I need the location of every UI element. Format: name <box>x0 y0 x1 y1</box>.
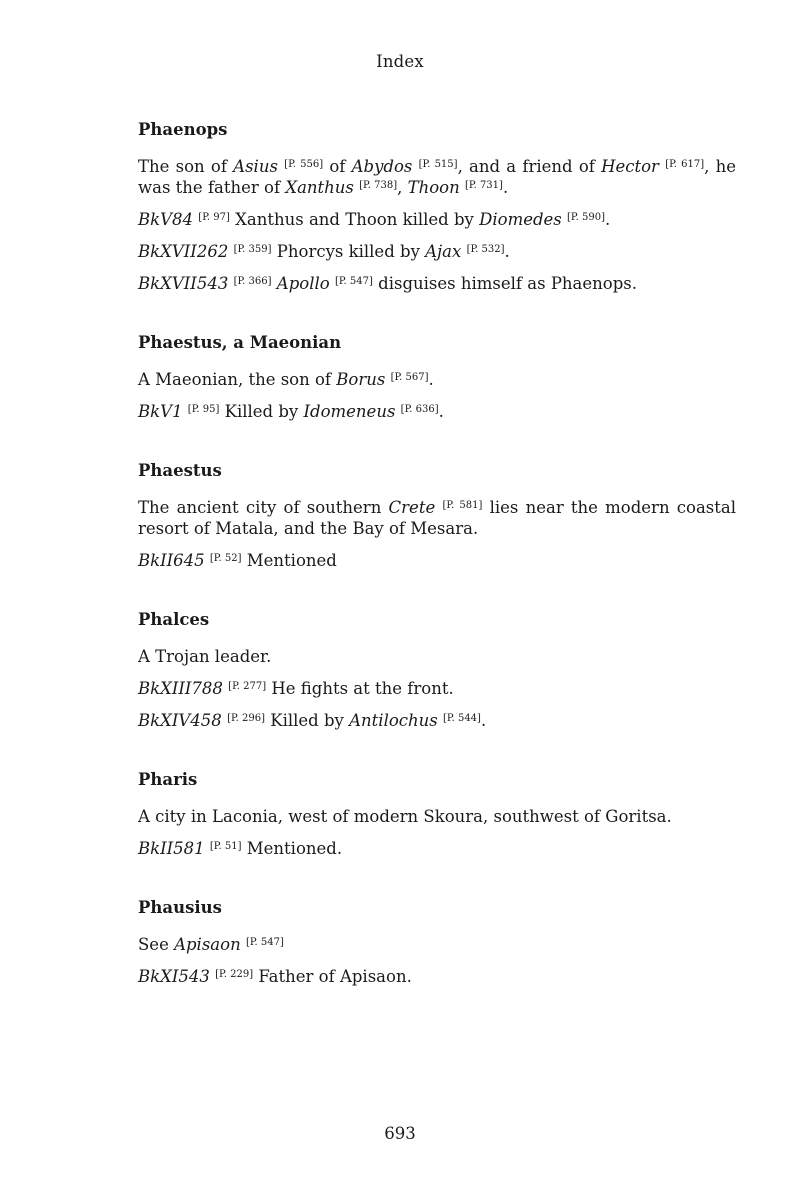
cross-reference-link[interactable]: BkII581 <box>138 839 205 858</box>
entry-title: Pharis <box>138 770 198 789</box>
page-ref-marker[interactable]: [P. 51] <box>209 841 242 852</box>
entry-reference <box>138 241 736 262</box>
text-segment: . <box>428 370 434 389</box>
entry-title: Phaestus <box>138 461 222 480</box>
text-segment: Killed by <box>265 711 350 730</box>
entry-reference <box>138 678 736 699</box>
page-ref-marker[interactable]: [P. 359] <box>233 244 272 255</box>
index-entry <box>138 118 736 294</box>
entry-reference <box>138 550 736 571</box>
cross-reference-link[interactable]: Ajax <box>425 242 462 261</box>
page-ref-marker[interactable]: [P. 95] <box>187 404 220 415</box>
page-ref-marker[interactable]: [P. 556] <box>284 159 324 170</box>
page-ref-marker[interactable]: [P. 567] <box>390 372 429 383</box>
text-segment: The son of <box>138 157 234 176</box>
text-segment: Xanthus and Thoon killed by <box>229 210 480 229</box>
text-segment: of <box>323 157 352 176</box>
cross-reference-link[interactable]: BkXIII788 <box>138 679 223 698</box>
index-entry <box>138 331 736 422</box>
cross-reference-link[interactable]: BkXI543 <box>138 967 210 986</box>
entry-reference <box>138 401 736 422</box>
page-ref-marker[interactable]: [P. 617] <box>665 159 705 170</box>
cross-reference-link[interactable]: Borus <box>336 370 386 389</box>
index-entry <box>138 459 736 571</box>
cross-reference-link[interactable]: Asius <box>233 157 278 176</box>
text-segment: Killed by <box>219 402 304 421</box>
cross-reference-link[interactable]: Hector <box>601 157 659 176</box>
cross-reference-link[interactable]: Apisaon <box>174 935 241 954</box>
cross-reference-link[interactable]: Idomeneus <box>303 402 396 421</box>
cross-reference-link[interactable]: BkXIV458 <box>138 711 222 730</box>
page-ref-marker[interactable]: [P. 544] <box>443 713 481 724</box>
entry-title: Phausius <box>138 898 222 917</box>
text-segment: A city in Laconia, west of modern Skoura, southwest of Goritsa. <box>138 807 672 826</box>
page-ref-marker[interactable]: [P. 636] <box>400 404 439 415</box>
text-segment: , and a friend of <box>457 157 602 176</box>
cross-reference-link[interactable]: BkV1 <box>138 402 183 421</box>
text-segment: Mentioned <box>241 551 337 570</box>
entry-description <box>138 934 736 955</box>
entry-description <box>138 369 736 390</box>
cross-reference-link[interactable]: Diomedes <box>479 210 562 229</box>
page-ref-marker[interactable]: [P. 366] <box>233 276 272 287</box>
index-entry <box>138 896 736 987</box>
text-segment: A Maeonian, the son of <box>138 370 337 389</box>
entry-title: Phaestus, a Maeonian <box>138 333 342 352</box>
entry-reference <box>138 273 736 294</box>
entry-description <box>138 497 736 539</box>
text-segment: . <box>480 711 487 730</box>
entry-reference <box>138 966 736 987</box>
entry-title: Phaenops <box>138 120 228 139</box>
text-segment: See <box>138 935 175 954</box>
index-entry <box>138 608 736 731</box>
cross-reference-link[interactable]: Apollo <box>276 274 330 293</box>
text-segment: The ancient city of southern <box>138 498 389 517</box>
entry-description <box>138 646 736 667</box>
cross-reference-link[interactable]: BkV84 <box>138 210 194 229</box>
cross-reference-link[interactable]: BkII645 <box>138 551 205 570</box>
page-ref-marker[interactable]: [P. 52] <box>209 553 242 564</box>
entry-reference <box>138 838 736 859</box>
page-ref-marker[interactable]: [P. 97] <box>198 212 230 223</box>
text-segment: He fights at the front. <box>266 679 454 698</box>
entry-description <box>138 806 736 827</box>
page-ref-marker[interactable]: [P. 296] <box>227 713 266 724</box>
page-ref-marker[interactable]: [P. 731] <box>464 180 503 191</box>
cross-reference-link[interactable]: BkXVII543 <box>138 274 229 293</box>
text-segment: lies near the modern coastal resort of Matala, and the Bay of Mesara. <box>138 498 737 538</box>
page-ref-marker[interactable]: [P. 581] <box>442 500 483 511</box>
text-segment: . <box>438 402 444 421</box>
page-ref-marker[interactable]: [P. 532] <box>466 244 505 255</box>
index-entry <box>138 768 736 859</box>
entry-description <box>138 156 736 198</box>
cross-reference-link[interactable]: Crete <box>388 498 436 517</box>
page-number: 693 <box>384 1124 416 1143</box>
page-ref-marker[interactable]: [P. 547] <box>334 276 373 287</box>
text-segment: Phorcys killed by <box>271 242 426 261</box>
text-segment: . <box>502 178 509 197</box>
text-segment: A Trojan leader. <box>138 647 272 666</box>
entry-reference <box>138 209 736 230</box>
page-ref-marker[interactable]: [P. 590] <box>567 212 605 223</box>
page-ref-marker[interactable]: [P. 515] <box>418 159 458 170</box>
text-segment: , he was the father of <box>138 157 736 197</box>
cross-reference-link[interactable]: Thoon <box>407 178 460 197</box>
cross-reference-link[interactable]: Xanthus <box>285 178 354 197</box>
page-ref-marker[interactable]: [P. 229] <box>215 969 254 980</box>
entry-reference <box>138 710 736 731</box>
text-segment: . <box>604 210 611 229</box>
page-ref-marker[interactable]: [P. 738] <box>359 180 398 191</box>
index-entries <box>138 118 736 987</box>
cross-reference-link[interactable]: BkXVII262 <box>138 242 229 261</box>
page-ref-marker[interactable]: [P. 277] <box>228 681 267 692</box>
running-header: Index <box>376 52 424 71</box>
page-ref-marker[interactable]: [P. 547] <box>245 937 284 948</box>
cross-reference-link[interactable]: Antilochus <box>349 711 438 730</box>
text-segment: Father of Apisaon. <box>253 967 412 986</box>
text-segment: Mentioned. <box>241 839 343 858</box>
text-segment: disguises himself as Phaenops. <box>372 274 637 293</box>
text-segment: . <box>504 242 510 261</box>
text-segment: , <box>397 178 408 197</box>
cross-reference-link[interactable]: Abydos <box>351 157 413 176</box>
entry-title: Phalces <box>138 610 210 629</box>
